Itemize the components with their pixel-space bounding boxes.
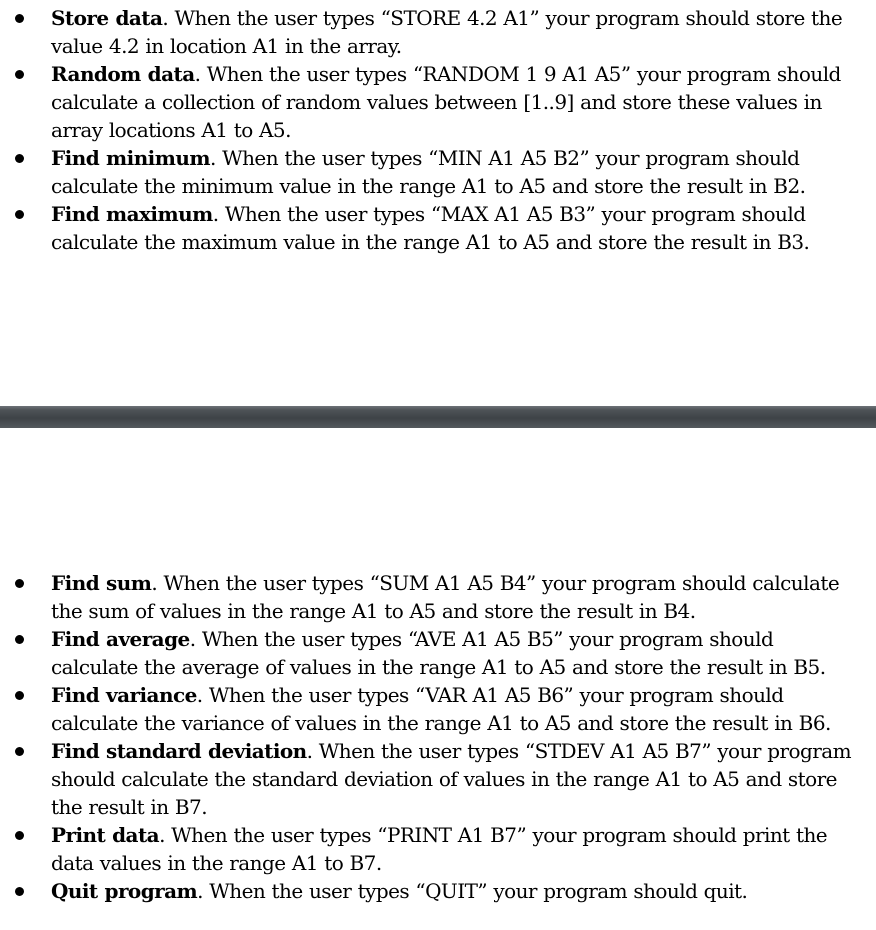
bullet-icon: [15, 691, 24, 700]
list-item-print-data: [0, 821, 876, 877]
bullet-icon: [15, 635, 24, 644]
bullet-icon: [15, 154, 24, 163]
bullet-icon: [15, 70, 24, 79]
item-title: Random data: [51, 62, 195, 86]
command-list-top: [0, 4, 876, 256]
list-item-find-minimum: [0, 144, 876, 200]
item-title: Find maximum: [51, 202, 213, 226]
bullet-icon: [15, 14, 24, 23]
list-item-find-sum: [0, 569, 876, 625]
item-description: . When the user types “AVE A1 A5 B5” your program should calculate the average of values in the range A1 to A5 and store the result in B5.: [51, 627, 826, 679]
list-item-find-maximum: [0, 200, 876, 256]
list-item-store-data: [0, 4, 876, 60]
list-item-find-average: [0, 625, 876, 681]
bullet-icon: [15, 210, 24, 219]
item-title: Store data: [51, 6, 163, 30]
list-item-find-variance: [0, 681, 876, 737]
bullet-icon: [15, 747, 24, 756]
item-description: . When the user types “PRINT A1 B7” your program should print the data values in the range A1 to B7.: [51, 823, 828, 875]
list-item-random-data: [0, 60, 876, 144]
item-description: . When the user types “STORE 4.2 A1” your program should store the value 4.2 in location A1 in the array.: [51, 6, 843, 58]
section-separator-bar: [0, 406, 876, 428]
item-description: . When the user types “VAR A1 A5 B6” your program should calculate the variance of values in the range A1 to A5 and store the result in B6.: [51, 683, 831, 735]
item-title: Find average: [51, 627, 190, 651]
bullet-icon: [15, 579, 24, 588]
item-description: . When the user types “RANDOM 1 9 A1 A5” your program should calculate a collection of random values between [1..9] and store these values in array locations A1 to A5.: [51, 62, 841, 142]
item-title: Find sum: [51, 571, 152, 595]
item-description: . When the user types “STDEV A1 A5 B7” your program should calculate the standard deviation of values in the range A1 to A5 and store the result in B7.: [51, 739, 852, 819]
item-title: Print data: [51, 823, 160, 847]
item-title: Find standard deviation: [51, 739, 307, 763]
item-title: Find minimum: [51, 146, 210, 170]
item-description: . When the user types “QUIT” your program should quit.: [197, 879, 748, 903]
item-description: . When the user types “MAX A1 A5 B3” your program should calculate the maximum value in the range A1 to A5 and store the result in B3.: [51, 202, 810, 254]
command-list-bottom: [0, 569, 876, 905]
bullet-icon: [15, 887, 24, 896]
list-item-find-standard-deviation: [0, 737, 876, 821]
item-title: Quit program: [51, 879, 198, 903]
item-description: . When the user types “MIN A1 A5 B2” your program should calculate the minimum value in the range A1 to A5 and store the result in B2.: [51, 146, 806, 198]
bullet-icon: [15, 831, 24, 840]
list-item-quit-program: [0, 877, 876, 905]
item-description: . When the user types “SUM A1 A5 B4” your program should calculate the sum of values in the range A1 to A5 and store the result in B4.: [51, 571, 840, 623]
item-title: Find variance: [51, 683, 197, 707]
